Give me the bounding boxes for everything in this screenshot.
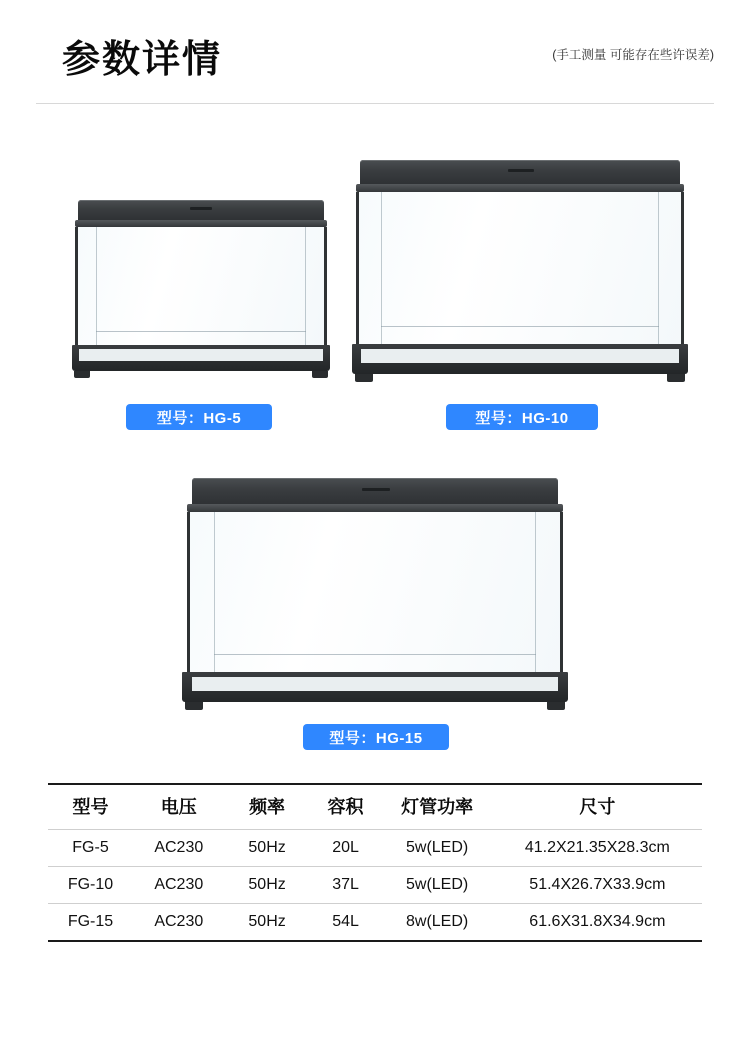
table-row bbox=[48, 867, 702, 904]
glass-inner-edge-left bbox=[381, 192, 382, 344]
table-row bbox=[48, 904, 702, 942]
page-title: 参数详情 bbox=[62, 39, 223, 81]
column-header-voltage: 电压 bbox=[133, 784, 225, 830]
glass-inner-edge-right bbox=[305, 227, 306, 345]
cell-volume: 20L bbox=[310, 830, 382, 867]
tank-glass bbox=[356, 192, 684, 344]
tank-base bbox=[182, 672, 568, 702]
tank-base-foot-left bbox=[185, 702, 203, 710]
column-header-model: 型号 bbox=[48, 784, 133, 830]
tank-base-foot-right bbox=[667, 374, 685, 382]
badge-hg-15: 型号：HG-15 bbox=[303, 724, 449, 750]
tank-lid-notch bbox=[508, 169, 534, 172]
tank-lid-lip bbox=[75, 220, 327, 227]
cell-voltage: AC230 bbox=[133, 904, 225, 942]
tank-base-foot-right bbox=[547, 702, 565, 710]
tank-base-strip bbox=[79, 349, 323, 361]
column-header-lamp-power: 灯管功率 bbox=[382, 784, 493, 830]
tank-base-foot-left bbox=[355, 374, 373, 382]
glass-back-waterline bbox=[381, 326, 659, 327]
cell-frequency: 50Hz bbox=[225, 830, 310, 867]
badge-hg-10: 型号：HG-10 bbox=[446, 404, 598, 430]
tank-base bbox=[352, 344, 688, 374]
glass-back-waterline bbox=[96, 331, 306, 332]
glass-inner-edge-left bbox=[96, 227, 97, 345]
tank-lid bbox=[78, 200, 324, 222]
column-header-dimensions: 尺寸 bbox=[493, 784, 702, 830]
cell-lamp-power: 5w(LED) bbox=[382, 830, 493, 867]
tank-lid-notch bbox=[362, 488, 390, 491]
page-header bbox=[0, 0, 750, 104]
measurement-note: (手工测量 可能存在些许误差) bbox=[552, 48, 714, 62]
cell-volume: 54L bbox=[310, 904, 382, 942]
tank-lid bbox=[360, 160, 680, 186]
cell-dimensions: 61.6X31.8X34.9cm bbox=[493, 904, 702, 942]
tank-lid-lip bbox=[356, 184, 684, 192]
cell-lamp-power: 5w(LED) bbox=[382, 867, 493, 904]
tank-base-strip bbox=[361, 349, 679, 363]
badge-hg-5: 型号：HG-5 bbox=[126, 404, 272, 430]
cell-voltage: AC230 bbox=[133, 867, 225, 904]
glass-back-waterline bbox=[214, 654, 536, 655]
glass-inner-edge-right bbox=[658, 192, 659, 344]
column-header-frequency: 频率 bbox=[225, 784, 310, 830]
cell-frequency: 50Hz bbox=[225, 904, 310, 942]
cell-volume: 37L bbox=[310, 867, 382, 904]
tank-base-strip bbox=[192, 677, 558, 691]
tank-lid bbox=[192, 478, 558, 506]
product-image-hg-5 bbox=[72, 200, 330, 388]
cell-dimensions: 41.2X21.35X28.3cm bbox=[493, 830, 702, 867]
cell-model: FG-10 bbox=[48, 867, 133, 904]
cell-frequency: 50Hz bbox=[225, 867, 310, 904]
cell-lamp-power: 8w(LED) bbox=[382, 904, 493, 942]
product-image-hg-10 bbox=[352, 160, 688, 390]
specification-table bbox=[48, 783, 702, 942]
tank-glass bbox=[187, 512, 563, 672]
tank-lid-lip bbox=[187, 504, 563, 512]
cell-voltage: AC230 bbox=[133, 830, 225, 867]
table-row bbox=[48, 830, 702, 867]
cell-dimensions: 51.4X26.7X33.9cm bbox=[493, 867, 702, 904]
column-header-volume: 容积 bbox=[310, 784, 382, 830]
table-header-row bbox=[48, 784, 702, 830]
tank-glass bbox=[75, 227, 327, 345]
tank-base bbox=[72, 345, 330, 371]
glass-inner-edge-right bbox=[535, 512, 536, 672]
tank-lid-notch bbox=[190, 207, 212, 210]
product-image-hg-15 bbox=[182, 478, 568, 718]
tank-base-foot-right bbox=[312, 371, 328, 378]
glass-inner-edge-left bbox=[214, 512, 215, 672]
cell-model: FG-15 bbox=[48, 904, 133, 942]
header-divider bbox=[36, 103, 714, 104]
cell-model: FG-5 bbox=[48, 830, 133, 867]
tank-base-foot-left bbox=[74, 371, 90, 378]
